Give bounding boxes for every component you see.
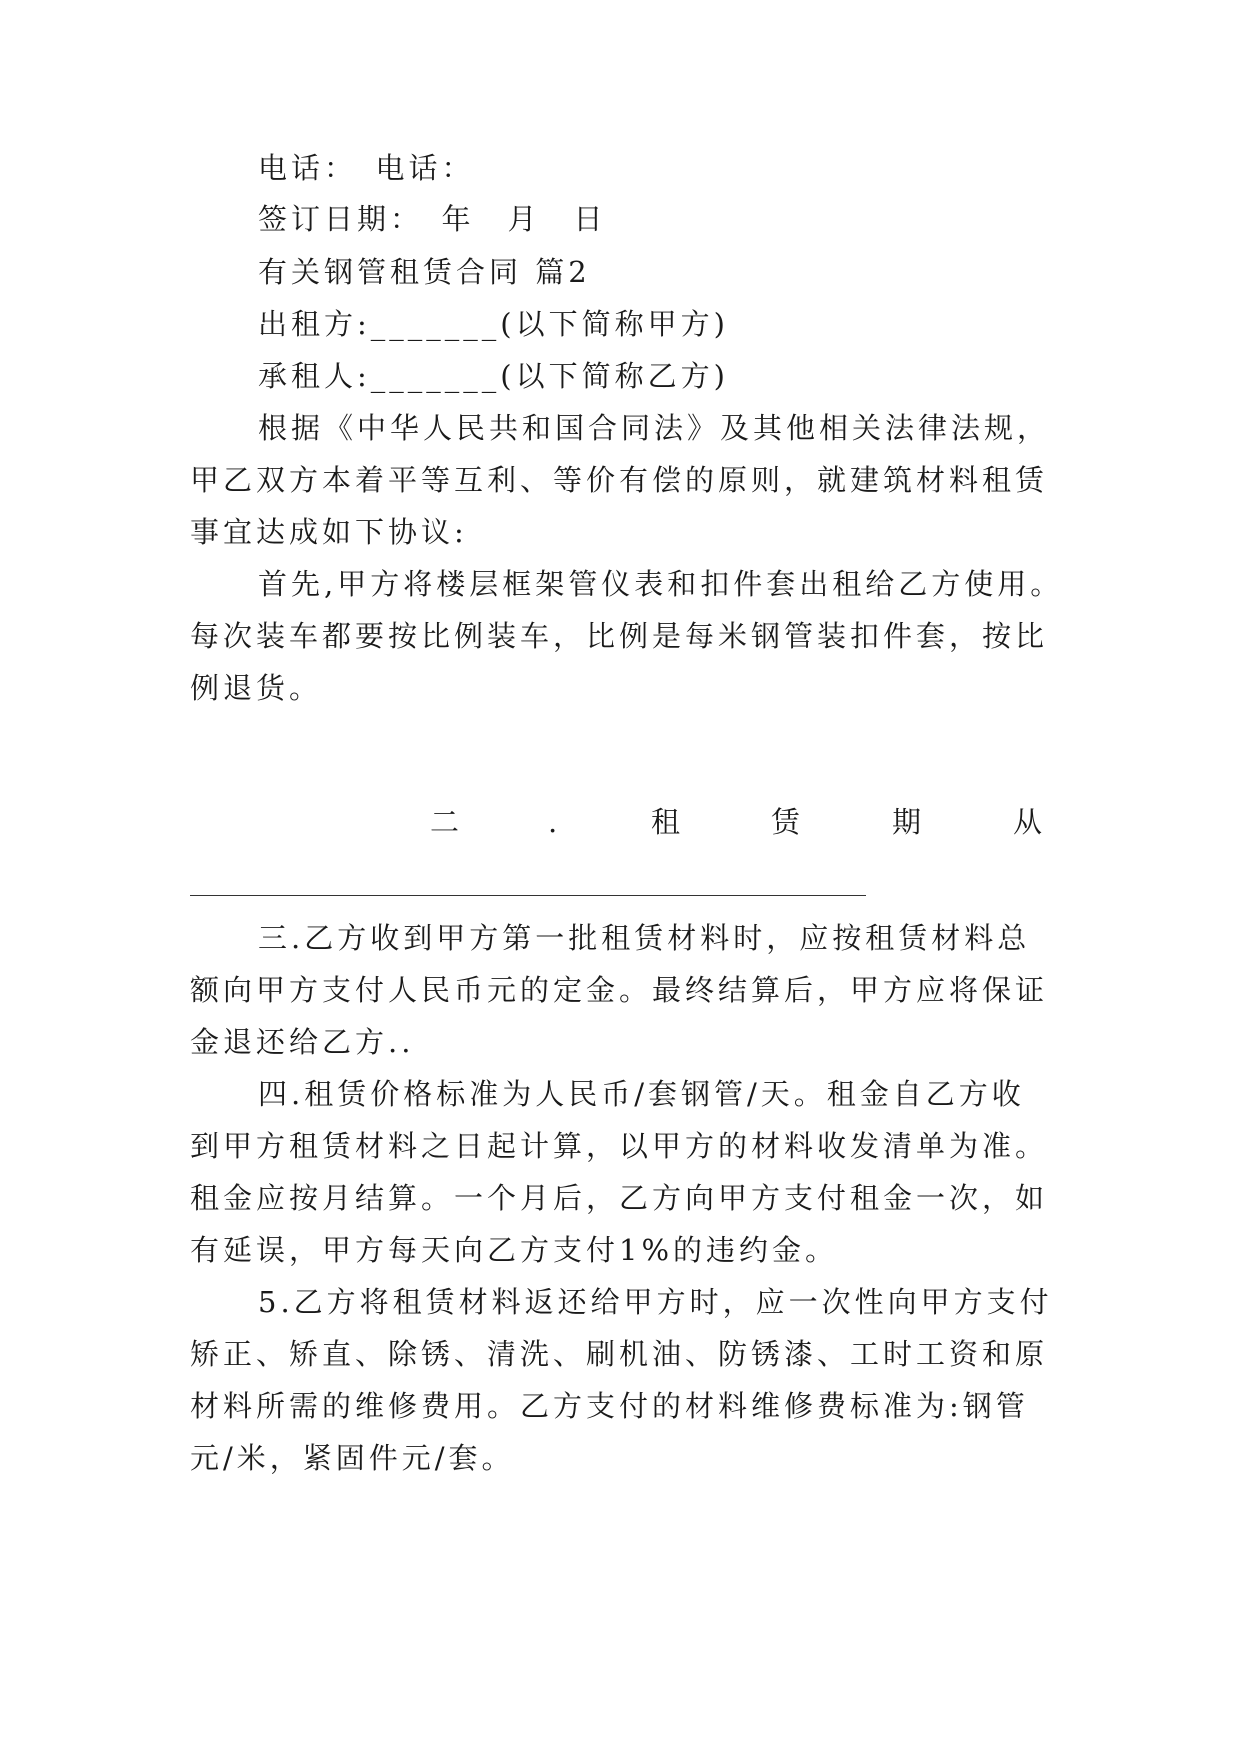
phone-line: 电话： 电话： xyxy=(258,151,475,185)
section-2-char: 从 xyxy=(1013,805,1043,839)
blank-underline xyxy=(190,895,866,896)
paragraph-4-line-4: 有延误，甲方每天向乙方支付1%的违约金。 xyxy=(190,1233,839,1267)
section-2-char: 期 xyxy=(892,805,922,839)
paragraph-5-line-3: 材料所需的维修费用。乙方支付的材料维修费标准为:钢管 xyxy=(190,1389,1029,1423)
sign-date-line: 签订日期： 年 月 日 xyxy=(258,202,607,236)
paragraph-3-line-3: 金退还给乙方.. xyxy=(190,1025,415,1059)
contract-title: 有关钢管租赁合同 篇2 xyxy=(258,255,591,289)
paragraph-5-line-4: 元/米，紧固件元/套。 xyxy=(190,1441,515,1475)
paragraph-1-line-1: 根据《中华人民共和国合同法》及其他相关法律法规， xyxy=(258,411,1051,445)
lessee-line: 承租人:_______(以下简称乙方) xyxy=(258,359,729,393)
section-2-char: . xyxy=(548,805,558,839)
paragraph-2-line-3: 例退货。 xyxy=(190,671,323,705)
paragraph-4-line-1: 四.租赁价格标准为人民币/套钢管/天。租金自乙方收 xyxy=(258,1077,1025,1111)
paragraph-5-line-1: 5.乙方将租赁材料返还给甲方时，应一次性向甲方支付 xyxy=(258,1285,1053,1319)
paragraph-4-line-3: 租金应按月结算。一个月后，乙方向甲方支付租金一次，如 xyxy=(190,1181,1049,1215)
section-2-char: 赁 xyxy=(771,805,801,839)
paragraph-3-line-1: 三.乙方收到甲方第一批租赁材料时，应按租赁材料总 xyxy=(258,921,1031,955)
paragraph-3-line-2: 额向甲方支付人民币元的定金。最终结算后，甲方应将保证 xyxy=(190,973,1049,1007)
paragraph-2-line-1: 首先,甲方将楼层框架管仪表和扣件套出租给乙方使用。 xyxy=(258,567,1064,601)
paragraph-1-line-3: 事宜达成如下协议: xyxy=(190,515,468,549)
section-2-char: 二 xyxy=(430,805,460,839)
paragraph-2-line-2: 每次装车都要按比例装车，比例是每米钢管装扣件套，按比 xyxy=(190,619,1049,653)
lessor-line: 出租方:_______(以下简称甲方) xyxy=(258,307,729,341)
paragraph-1-line-2: 甲乙双方本着平等互利、等价有偿的原则，就建筑材料租赁 xyxy=(190,463,1049,497)
paragraph-4-line-2: 到甲方租赁材料之日起计算，以甲方的材料收发清单为准。 xyxy=(190,1129,1049,1163)
section-2-char: 租 xyxy=(651,805,681,839)
paragraph-5-line-2: 矫正、矫直、除锈、清洗、刷机油、防锈漆、工时工资和原 xyxy=(190,1337,1049,1371)
